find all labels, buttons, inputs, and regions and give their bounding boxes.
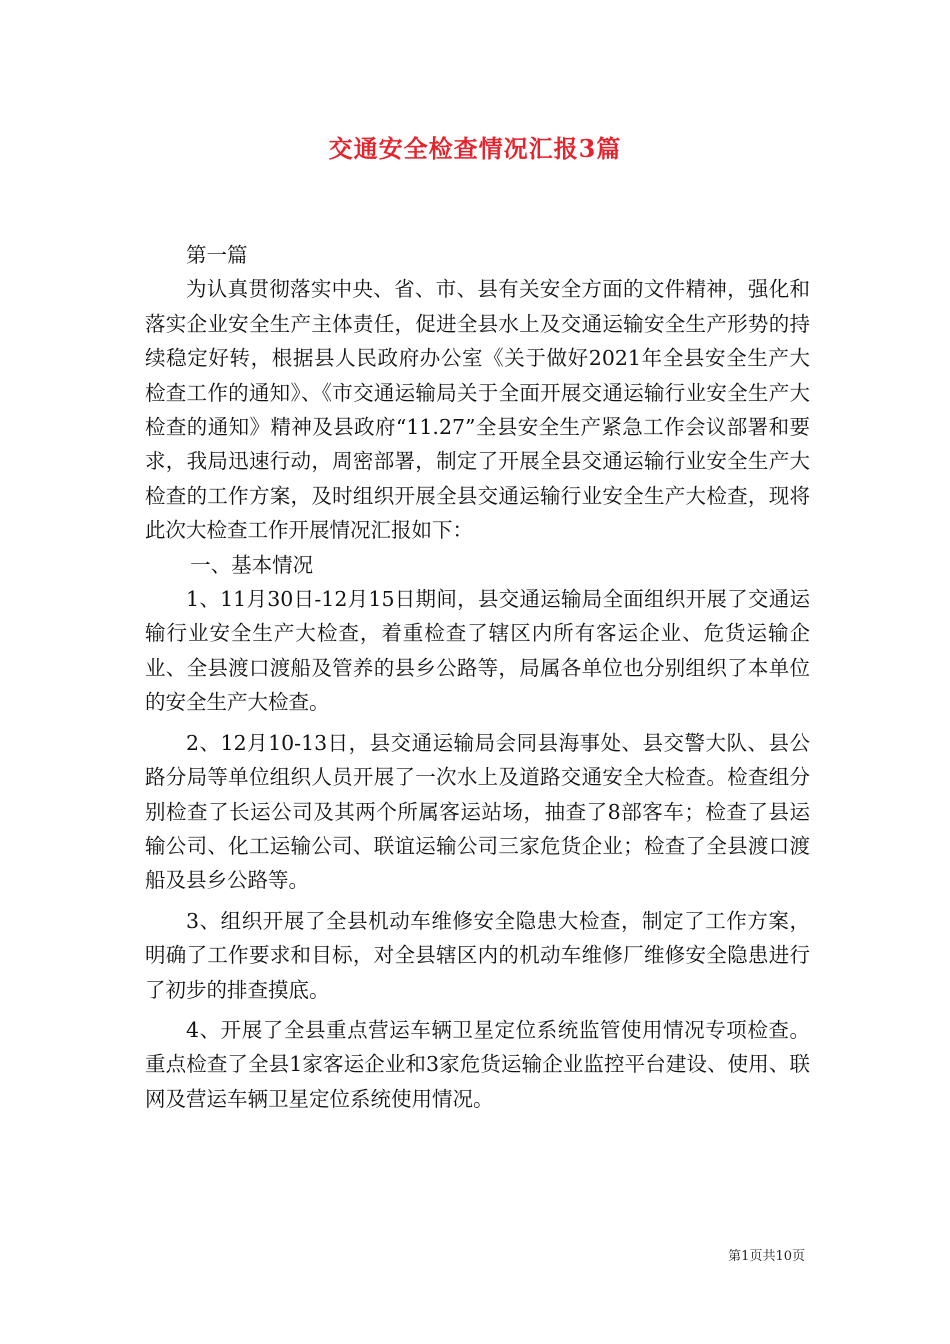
paragraph-item-3: 3、组织开展了全县机动车维修安全隐患大检查，制定了工作方案，明确了工作要求和目标，对全县辖区内的机动车维修厂维修安全隐患进行了初步的排查摸底。	[145, 908, 810, 1002]
paragraph-item-2: 2、12月10-13日，县交通运输局会同县海事处、县交警大队、县公路分局等单位组织人员开展了一次水上及道路交通安全大检查。检查组分别检查了长运公司及其两个所属客运站场，抽查了8部客车；检查了县运输公司、化工运输公司、联谊运输公司三家危货企业；检查了全县渡口渡船及县乡公路等。	[145, 730, 810, 893]
part-heading: 第一篇	[186, 243, 248, 267]
page-number: 第1页共10页	[728, 1249, 805, 1264]
intro-paragraph: 为认真贯彻落实中央、省、市、县有关安全方面的文件精神，强化和落实企业安全生产主体责任，促进全县水上及交通运输安全生产形势的持续稳定好转，根据县人民政府办公室《关于做好2021年全县安全生产大检查工作的通知》、《市交通运输局关于全面开展交通运输行业安全生产大检查的通知》精神及县政府“11.27”全县安全生产紧急工作会议部署和要求，我局迅速行动，周密部署，制定了开展全县交通运输行业安全生产大检查的工作方案，及时组织开展全县交通运输行业安全生产大检查，现将此次大检查工作开展情况汇报如下：	[145, 277, 810, 543]
paragraph-item-4: 4、开展了全县重点营运车辆卫星定位系统监管使用情况专项检查。重点检查了全县1家客运企业和3家危货运输企业监控平台建设、使用、联网及营运车辆卫星定位系统使用情况。	[145, 1017, 810, 1111]
document-body	[145, 238, 810, 1116]
document-title: 交通安全检查情况汇报3篇	[328, 134, 622, 163]
paragraph-item-1: 1、11月30日-12月15日期间，县交通运输局全面组织开展了交通运输行业安全生产大检查，着重检查了辖区内所有客运企业、危货运输企业、全县渡口渡船及管养的县乡公路等，局属各单位也分别组织了本单位的安全生产大检查。	[145, 587, 810, 715]
section-heading: 一、基本情况	[190, 552, 314, 577]
